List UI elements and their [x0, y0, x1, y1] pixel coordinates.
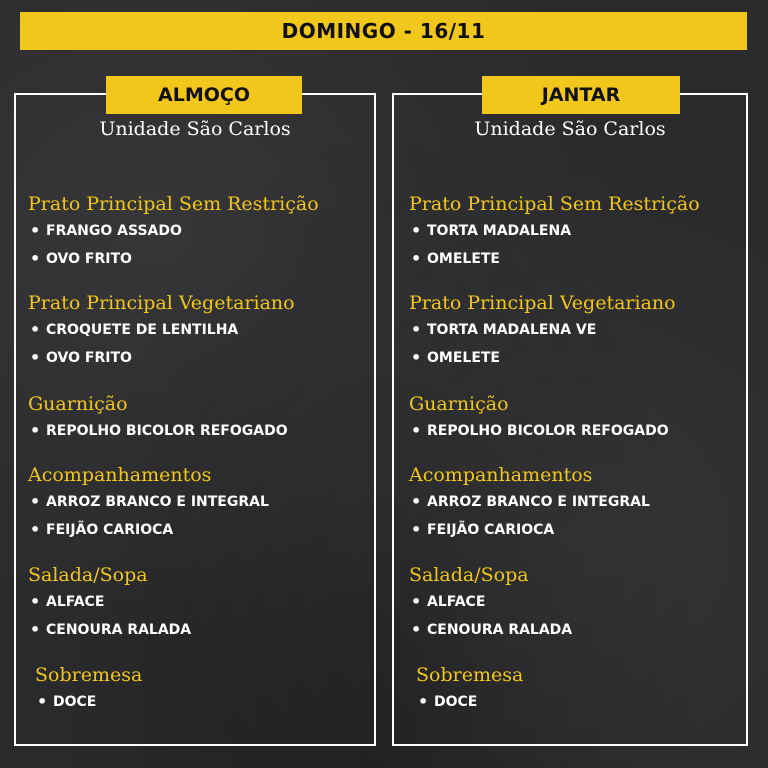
- section-title: Sobremesa: [416, 664, 524, 686]
- menu-item: • REPOLHO BICOLOR REFOGADO: [409, 417, 669, 445]
- dinner-section-salad: [409, 564, 572, 644]
- menu-item: • TORTA MADALENA: [409, 217, 700, 245]
- dinner-label: JANTAR: [482, 76, 680, 114]
- lunch-section-accompaniments: [28, 464, 269, 544]
- lunch-section-dessert: [35, 664, 142, 716]
- menu-item: • ALFACE: [28, 588, 191, 616]
- section-title: Acompanhamentos: [409, 464, 593, 486]
- section-title: Prato Principal Sem Restrição: [409, 193, 700, 215]
- menu-item: • DOCE: [35, 688, 142, 716]
- dinner-section-vegetarian: [409, 292, 676, 372]
- section-title: Prato Principal Vegetariano: [409, 292, 676, 314]
- menu-item: • OVO FRITO: [28, 245, 319, 273]
- date-banner: DOMINGO - 16/11: [20, 12, 747, 50]
- section-title: Sobremesa: [35, 664, 143, 686]
- menu-item: • ARROZ BRANCO E INTEGRAL: [28, 488, 269, 516]
- lunch-section-salad: [28, 564, 191, 644]
- dinner-section-side: [409, 393, 669, 445]
- menu-item: • FEIJÃO CARIOCA: [28, 516, 269, 544]
- section-title: Prato Principal Vegetariano: [28, 292, 295, 314]
- menu-item: • CENOURA RALADA: [28, 616, 191, 644]
- menu-item: • FRANGO ASSADO: [28, 217, 319, 245]
- section-title: Salada/Sopa: [28, 564, 148, 586]
- lunch-unit: Unidade São Carlos: [99, 118, 291, 140]
- menu-item: • OVO FRITO: [28, 344, 295, 372]
- menu-item: • ALFACE: [409, 588, 572, 616]
- section-title: Guarnição: [409, 393, 509, 415]
- menu-item: • REPOLHO BICOLOR REFOGADO: [28, 417, 288, 445]
- menu-item: • FEIJÃO CARIOCA: [409, 516, 650, 544]
- lunch-section-vegetarian: [28, 292, 295, 372]
- menu-item: • CROQUETE DE LENTILHA: [28, 316, 295, 344]
- menu-item: • OMELETE: [409, 245, 700, 273]
- menu-item: • CENOURA RALADA: [409, 616, 572, 644]
- section-title: Guarnição: [28, 393, 128, 415]
- dinner-section-accompaniments: [409, 464, 650, 544]
- section-title: Acompanhamentos: [28, 464, 212, 486]
- section-title: Salada/Sopa: [409, 564, 529, 586]
- menu-item: • ARROZ BRANCO E INTEGRAL: [409, 488, 650, 516]
- dinner-section-main: [409, 193, 700, 273]
- dinner-unit: Unidade São Carlos: [474, 118, 666, 140]
- section-title: Prato Principal Sem Restrição: [28, 193, 319, 215]
- menu-item: • TORTA MADALENA VE: [409, 316, 676, 344]
- dinner-section-dessert: [416, 664, 523, 716]
- lunch-label: ALMOÇO: [106, 76, 302, 114]
- menu-item: • OMELETE: [409, 344, 676, 372]
- menu-item: • DOCE: [416, 688, 523, 716]
- lunch-section-main: [28, 193, 319, 273]
- lunch-section-side: [28, 393, 288, 445]
